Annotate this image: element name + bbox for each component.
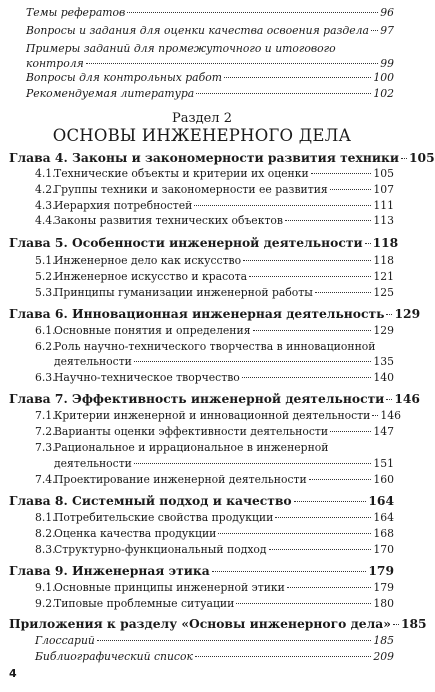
toc-entry-line1: Примеры заданий для промежуточного и итогового [26,42,336,55]
section-entry: 4.1.Технические объекты и критерии их оценки 105 [35,167,394,180]
chapter-entry: Глава 5. Особенности инженерной деятельности 118 [9,235,399,250]
section-entry: 9.1.Основные принципы инженерной этики 179 [35,581,394,594]
chapter-entry: Глава 9. Инженерная этика 179 [9,563,394,578]
section-entry: 6.3.Научно-техническое творчество 140 [35,371,394,384]
section-entry-line1: 6.2.Роль научно-технического творчества в инновационной [35,340,376,353]
toc-entry: Вопросы для контрольных работ 100 [26,71,394,84]
section-entry: 5.2.Инженерное искусство и красота 121 [35,270,394,283]
section-entry: 9.2.Типовые проблемные ситуации 180 [35,597,394,610]
section-entry: деятельности 135 [54,355,394,368]
section-entry: 7.4.Проектирование инженерной деятельности 160 [35,473,394,486]
section-entry-line1: 7.3.Рациональное и иррациональное в инженерной [35,441,329,454]
chapter-entry: Глава 6. Инновационная инженерная деятельность 129 [9,306,421,321]
part-title: ОСНОВЫ ИНЖЕНЕРНОГО ДЕЛА [52,126,352,145]
part-label: Раздел 2 [172,111,232,126]
chapter-entry: Глава 8. Системный подход и качество 164 [9,493,394,508]
appendix-item: Библиографический список 209 [35,650,394,663]
toc-entry: Темы рефератов 96 [26,6,394,19]
section-entry: 4.3.Иерархия потребностей 111 [35,199,394,212]
section-entry: 7.2.Варианты оценки эффективности деятельности 147 [35,425,394,438]
appendix-item: Глоссарий 185 [35,634,394,647]
toc-entry: Рекомендуемая литература 102 [26,87,394,100]
section-entry: 5.3.Принципы гуманизации инженерной работы 125 [35,286,394,299]
section-entry: 6.1.Основные понятия и определения 129 [35,324,394,337]
section-entry: деятельности 151 [54,457,394,470]
section-entry: 8.2.Оценка качества продукции 168 [35,527,394,540]
section-entry: 8.3.Структурно-функциональный подход 170 [35,543,394,556]
page-number: 4 [9,667,17,680]
section-entry: 4.2.Группы техники и закономерности ее развития 107 [35,183,394,196]
section-entry: 4.4.Законы развития технических объектов 113 [35,214,394,227]
toc-entry: Вопросы и задания для оценки качества освоения раздела 97 [26,24,394,37]
section-entry: 8.1.Потребительские свойства продукции 164 [35,511,394,524]
section-entry: 7.1.Критерии инженерной и инновационной деятельности 146 [35,409,401,422]
chapter-entry: Глава 4. Законы и закономерности развития техники 105 [9,150,435,165]
chapter-entry: Глава 7. Эффективность инженерной деятельности 146 [9,391,420,406]
section-entry: 5.1.Инженерное дело как искусство 118 [35,254,394,267]
appendix-entry: Приложения к разделу «Основы инженерного дела» 185 [9,616,427,631]
toc-entry: контроля 99 [26,57,394,70]
